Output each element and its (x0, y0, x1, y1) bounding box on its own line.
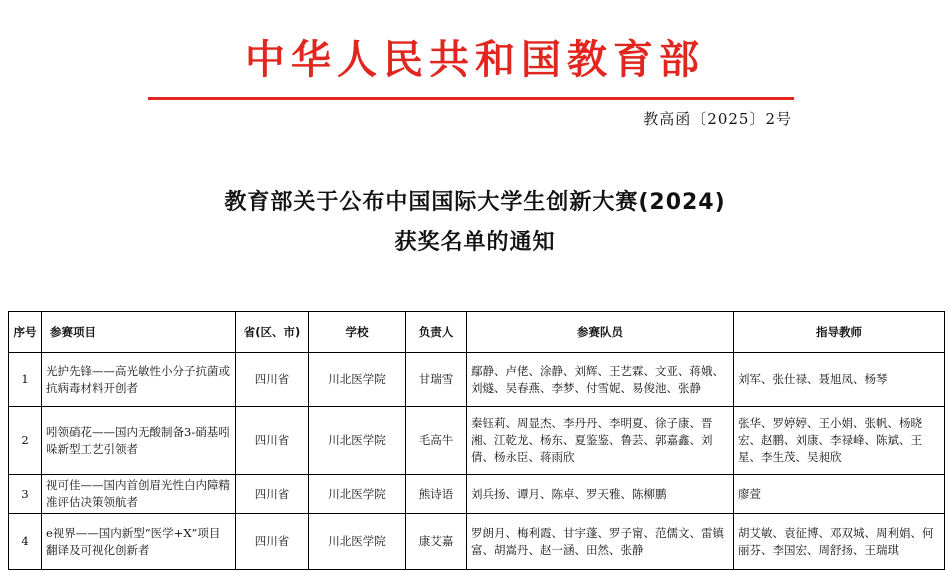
ministry-masthead: 中华人民共和国教育部 (245, 37, 705, 83)
row-province: 四川省 (236, 475, 309, 514)
row-no: 1 (9, 353, 42, 407)
row-no: 3 (9, 475, 42, 514)
header-leader: 负责人 (406, 312, 467, 353)
header-advisors: 指导教师 (734, 312, 945, 353)
row-leader: 熊诗语 (406, 475, 467, 514)
row-leader: 毛高牛 (406, 407, 467, 475)
row-no: 2 (9, 407, 42, 475)
table-row (9, 407, 945, 475)
header-no: 序号 (9, 312, 42, 353)
row-school: 川北医学院 (309, 353, 406, 407)
header-province: 省(区、市) (236, 312, 309, 353)
row-advisors: 刘军、张仕禄、聂旭凤、杨琴 (734, 353, 945, 407)
row-members: 秦钰莉、周显杰、李丹丹、李明夏、徐子康、晋湘、江乾龙、杨东、夏鉴鉴、鲁芸、郭嘉鑫、刘倩、杨永臣、蒋雨欣 (467, 407, 734, 475)
row-members: 罗朗月、梅利霞、甘宇蓬、罗子甯、范儒文、雷镇富、胡嵩丹、赵一涵、田然、张静 (467, 514, 734, 570)
row-school: 川北医学院 (309, 475, 406, 514)
row-leader: 康艾嘉 (406, 514, 467, 570)
row-members: 刘兵扬、谭月、陈卓、罗天雅、陈柳鹏 (467, 475, 734, 514)
row-advisors: 廖萱 (734, 475, 945, 514)
row-school: 川北医学院 (309, 514, 406, 570)
table-header-row (9, 312, 945, 353)
row-project: 光护先锋——高光敏性小分子抗菌或抗病毒材料开创者 (42, 353, 236, 407)
header-members: 参赛队员 (467, 312, 734, 353)
row-school: 川北医学院 (309, 407, 406, 475)
header-project: 参赛项目 (42, 312, 236, 353)
awards-table (8, 311, 945, 570)
row-province: 四川省 (236, 514, 309, 570)
row-advisors: 胡艾敏、袁征博、邓双城、周利娟、何丽芬、李国宏、周舒扬、王瑞琪 (734, 514, 945, 570)
row-province: 四川省 (236, 407, 309, 475)
masthead-red-rule (148, 97, 794, 100)
table-row (9, 353, 945, 407)
row-province: 四川省 (236, 353, 309, 407)
document-number: 教高函〔2025〕2号 (643, 110, 792, 128)
row-project: e视界——国内新型“医学+X”项目翻译及可视化创新者 (42, 514, 236, 570)
row-no: 4 (9, 514, 42, 570)
notice-title-line-2: 获奖名单的通知 (394, 230, 556, 255)
row-project: 吲领硝花——国内无酸制备3-硝基吲哚新型工艺引领者 (42, 407, 236, 475)
row-members: 鄢静、卢佬、涂静、刘辉、王艺霖、文亚、蒋娥、刘燧、吴春燕、李梦、付雪妮、易俊池、张静 (467, 353, 734, 407)
table-row (9, 514, 945, 570)
row-leader: 甘瑞雪 (406, 353, 467, 407)
row-advisors: 张华、罗婷婷、王小娟、张帆、杨晓宏、赵鹏、刘康、李禄峰、陈斌、王星、李生茂、吴昶欣 (734, 407, 945, 475)
row-project: 视可佳——国内首创眉光性白内障精准评估决策领航者 (42, 475, 236, 514)
notice-title-line-1: 教育部关于公布中国国际大学生创新大赛(2024) (224, 190, 726, 215)
header-school: 学校 (309, 312, 406, 353)
table-row (9, 475, 945, 514)
